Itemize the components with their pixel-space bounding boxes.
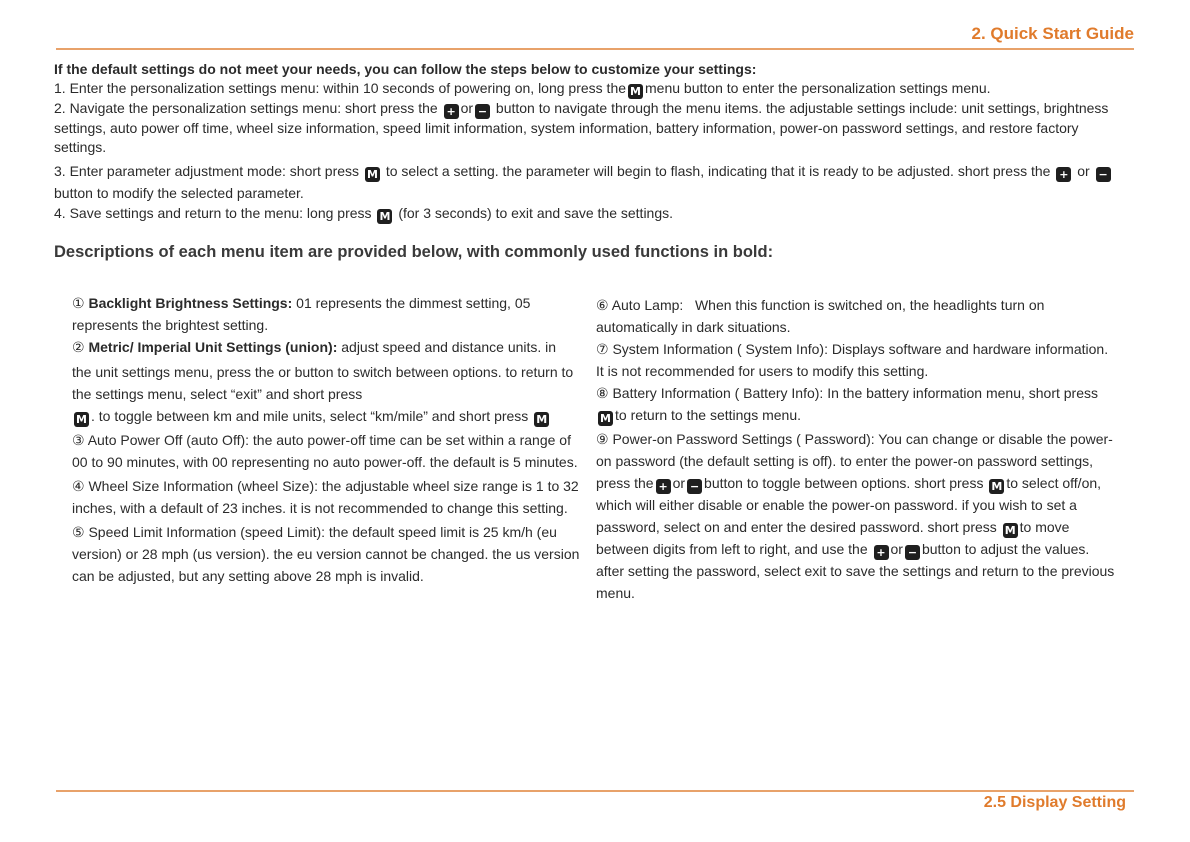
header-divider [56,48,1134,50]
plus-key-icon: + [444,104,459,119]
m-key-icon: M [989,479,1004,494]
m-key-icon: M [1003,523,1018,538]
m-key-icon: M [534,412,549,427]
footer-divider [56,790,1134,792]
menu-item-system-info [596,338,1116,382]
step-3 [54,160,1129,204]
step-3-text-c: or [1077,163,1090,179]
item-text: to move between digits from left to right, and use the [596,519,1070,557]
item-text: System Information ( System Info): Displays software and hardware information. It is not recommended for users to modify this setting. [596,341,1109,379]
step-2-text-c: button to navigate through the menu items. the adjustable settings include: unit settings, brightness settings, auto power off time, wheel size information, speed limit information, system information, battery information, power-on password settings, and restore factory settings. [54,100,1109,155]
intro-section [54,60,1129,224]
minus-key-icon: − [687,479,702,494]
minus-key-icon: − [905,545,920,560]
step-3-text-a: 3. Enter parameter adjustment mode: short press [54,163,360,179]
item-text: button to toggle between options. short press [704,475,984,491]
item-number: ⑥ [596,297,609,313]
step-4-text-a: 4. Save settings and return to the menu: long press [54,205,372,221]
step-4 [54,204,1129,224]
item-text: button to adjust the values. after setting the password, select exit to save the settings and return to the previous menu. [596,541,1115,601]
plus-key-icon: + [656,479,671,494]
menu-items-left-column [72,292,590,587]
page-section-title: 2. Quick Start Guide [971,24,1134,43]
m-key-icon: M [74,412,89,427]
item-number: ⑧ [596,385,609,401]
item-number: ⑤ [72,524,85,540]
item-number: ④ [72,478,85,494]
item-title: Auto Lamp: [611,297,684,313]
footer-section-title: 2.5 Display Setting [983,794,1126,811]
m-key-icon: M [598,411,613,426]
item-text: . to toggle between km and mile units, select “km/mile” and short press [91,408,529,424]
item-text: Auto Power Off (auto Off): the auto power-off time can be set within a range of 00 to 90 minutes, with 00 representing no auto power-off. the default is 5 minutes. [72,432,578,470]
menu-items-right-column [596,294,1116,604]
m-key-icon: M [377,209,392,224]
m-key-icon: M [365,167,380,182]
menu-item-speed-limit [72,521,590,587]
step-1-text-b: menu button to enter the personalization settings menu. [645,80,991,96]
descriptions-heading: Descriptions of each menu item are provided below, with commonly used functions in bold: [54,243,774,261]
menu-item-wheel-size [72,475,590,519]
item-text: or [672,475,686,491]
step-2-text-a: 2. Navigate the personalization settings menu: short press the [54,100,438,116]
step-2-text-b: or [460,100,474,116]
step-2 [54,99,1129,157]
item-text: When this function is switched on, the headlights turn on automatically in dark situations. [596,297,1045,335]
step-3-text-d: button to modify the selected parameter. [54,185,304,201]
step-1 [54,79,1129,99]
item-text: to select off/on, which will either disable or enable the power-on password. if you wish to set a password, select on and enter the desired password. short press [596,475,1102,535]
step-3-text-b: to select a setting. the parameter will begin to flash, indicating that it is ready to be adjusted. short press the [385,163,1051,179]
item-text: Power-on Password Settings ( Password): You can change or disable the power-on password (the default setting is off). to enter the power-on password settings, press the [596,431,1113,491]
item-number: ⑨ [596,431,609,447]
item-title: Metric/ Imperial Unit Settings (union): [88,339,338,355]
item-title: Backlight Brightness Settings: [88,295,293,311]
menu-item-password [596,428,1116,604]
plus-key-icon: + [874,545,889,560]
item-text: Battery Information ( Battery Info): In the battery information menu, short press [612,385,1099,401]
menu-item-auto-lamp [596,294,1116,338]
menu-item-units [72,336,590,427]
step-4-text-b: (for 3 seconds) to exit and save the settings. [398,205,674,221]
intro-lead: If the default settings do not meet your needs, you can follow the steps below to customize your settings: [54,61,757,77]
item-number: ③ [72,432,85,448]
m-key-icon: M [628,84,643,99]
item-text: to return to the settings menu. [615,407,801,423]
item-text: the unit settings menu, press the or button to switch between options. to return to the settings menu, select “exit” and short press [72,364,574,402]
item-number: ⑦ [596,341,609,357]
item-text: Wheel Size Information (wheel Size): the adjustable wheel size range is 1 to 32 inches, with a default of 23 inches. it is not recommended to change this setting. [72,478,579,516]
menu-item-brightness [72,292,590,336]
menu-item-auto-off [72,429,590,473]
minus-key-icon: − [475,104,490,119]
minus-key-icon: − [1096,167,1111,182]
step-1-text-a: 1. Enter the personalization settings menu: within 10 seconds of powering on, long press the [54,80,627,96]
item-number: ① [72,295,85,311]
item-text: 01 represents the dimmest setting, 05 represents the brightest setting. [72,295,531,333]
menu-item-battery-info [596,382,1116,426]
plus-key-icon: + [1056,167,1071,182]
item-text: Speed Limit Information (speed Limit): the default speed limit is 25 km/h (eu version) or 28 mph (us version). the eu version cannot be changed. the us version can be adjusted, but any setting above 28 mph is invalid. [72,524,580,584]
item-text: or [890,541,903,557]
item-text: adjust speed and distance units. in [341,339,557,355]
item-number: ② [72,339,85,355]
